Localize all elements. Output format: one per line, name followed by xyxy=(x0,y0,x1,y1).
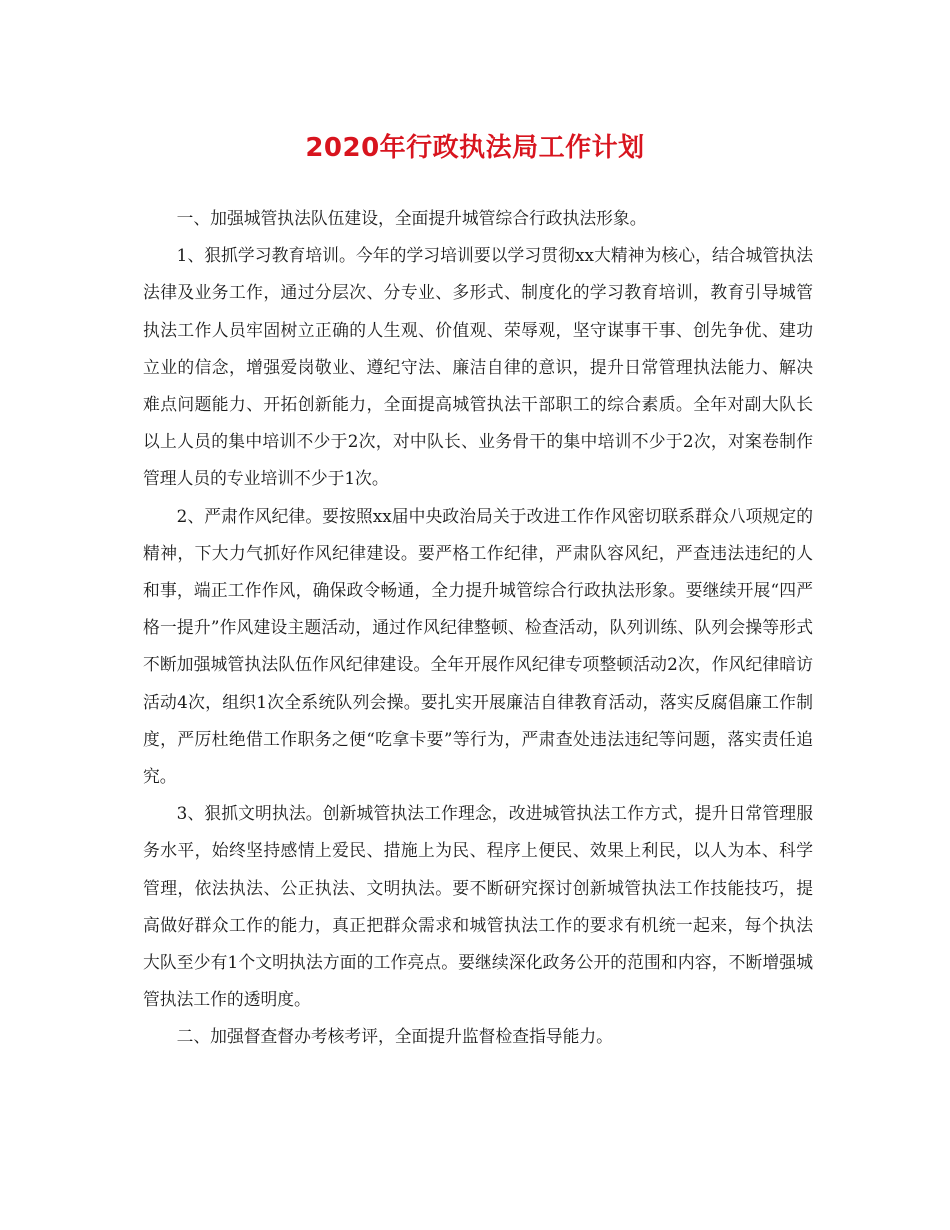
paragraph-civilized-enforcement: 3、狠抓文明执法。创新城管执法工作理念，改进城管执法工作方式，提升日常管理服务水平，始终坚持感情上爱民、措施上为民、程序上便民、效果上利民，以人为本、科学管理，依法执法、公正执法、文明执法。要不断研究探讨创新城管执法工作技能技巧，提高做好群众工作的能力，真正把群众需求和城管执法工作的要求有机统一起来，每个执法大队至少有1个文明执法方面的工作亮点。要继续深化政务公开的范围和内容，不断增强城管执法工作的透明度。 xyxy=(143,803,813,1010)
section-heading-2: 二、加强督查督办考核考评，全面提升监督检查指导能力。 xyxy=(176,1026,613,1047)
paragraph-study-training: 1、狠抓学习教育培训。今年的学习培训要以学习贯彻xx大精神为核心，结合城管执法法律及业务工作，通过分层次、分专业、多形式、制度化的学习教育培训，教育引导城管执法工作人员牢固树立正确的人生观、价值观、荣辱观，坚守谋事干事、创先争优、建功立业的信念，增强爱岗敬业、遵纪守法、廉洁自律的意识，提升日常管理执法能力、解决难点问题能力、开拓创新能力，全面提高城管执法干部职工的综合素质。全年对副大队长以上人员的集中培训不少于2次，对中队长、业务骨干的集中培训不少于2次，对案卷制作管理人员的专业培训不少于1次。 xyxy=(143,245,813,489)
paragraph-work-discipline: 2、严肃作风纪律。要按照xx届中央政治局关于改进工作作风密切联系群众八项规定的精神，下大力气抓好作风纪律建设。要严格工作纪律，严肃队容风纪，严查违法违纪的人和事，端正工作作风，确保政令畅通，全力提升城管综合行政执法形象。要继续开展“四严格一提升”作风建设主题活动，通过作风纪律整顿、检查活动，队列训练、队列会操等形式不断加强城管执法队伍作风纪律建设。全年开展作风纪律专项整顿活动2次，作风纪律暗访活动4次，组织1次全系统队列会操。要扎实开展廉洁自律教育活动，落实反腐倡廉工作制度，严厉杜绝借工作职务之便“吃拿卡要”等行为，严肃查处违法违纪等问题，落实责任追究。 xyxy=(143,505,813,787)
document-title: 2020年行政执法局工作计划 xyxy=(305,133,645,163)
document-body xyxy=(143,200,813,1056)
section-heading-1: 一、加强城管执法队伍建设，全面提升城管综合行政执法形象。 xyxy=(176,208,647,228)
